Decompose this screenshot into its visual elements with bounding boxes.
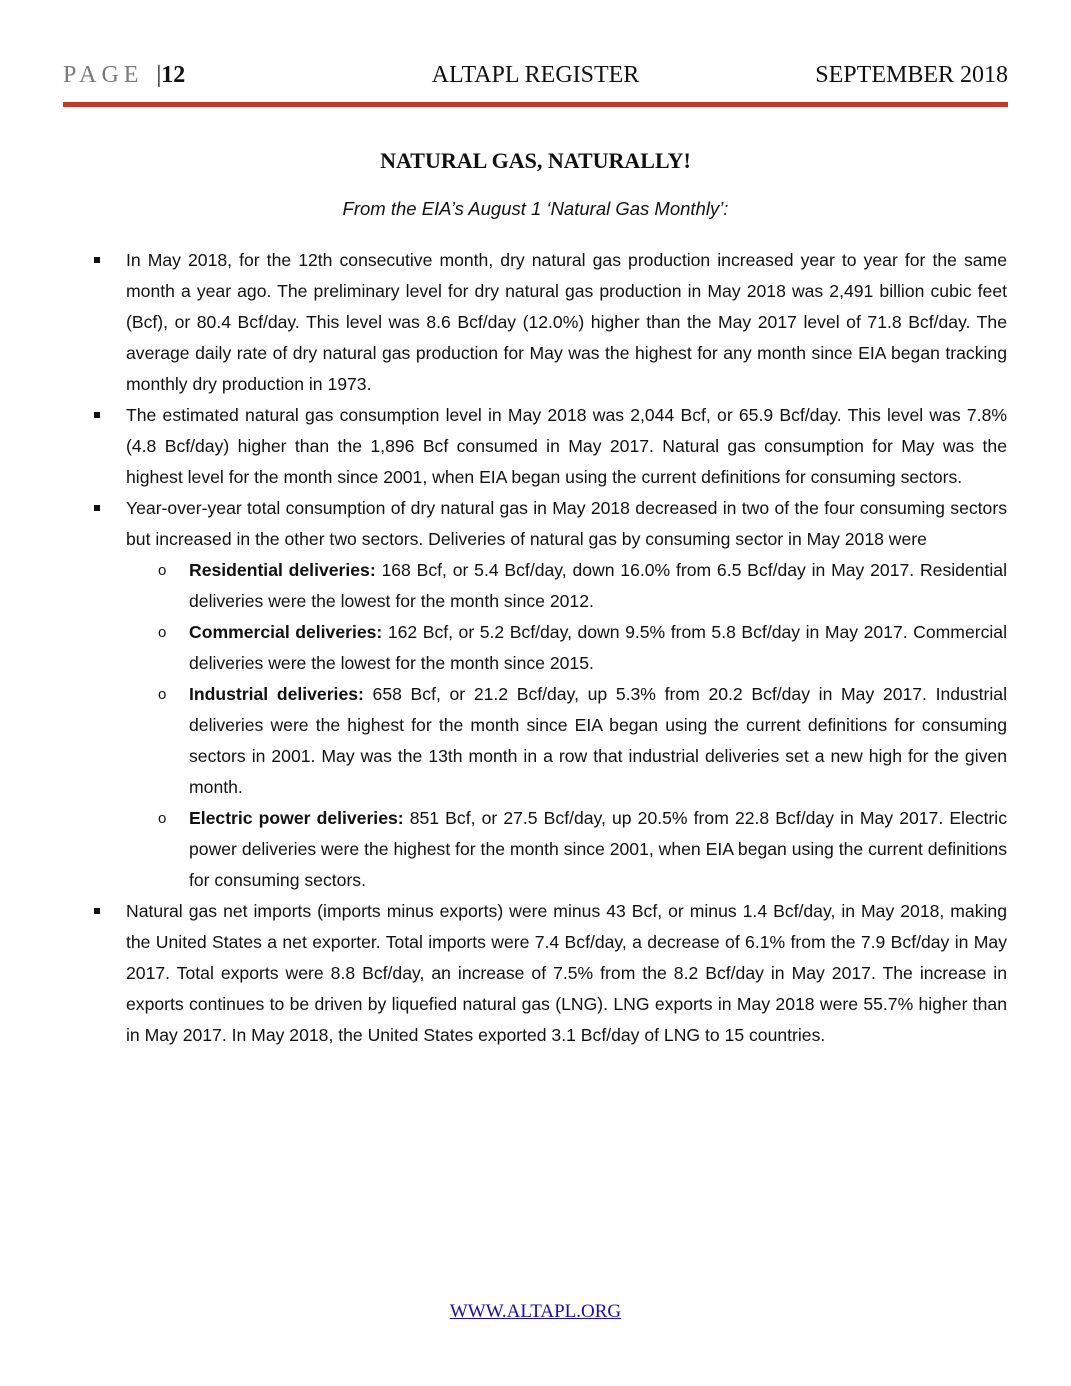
square-bullet-icon (94, 908, 100, 914)
sector-text: 851 Bcf, or 27.5 Bcf/day, up 20.5% from 22.8 Bcf/day in May 2017. Electric power deliveries were the highest for the month since 2001, when EIA began using the current definitions for consuming sectors. (189, 808, 1007, 890)
article-body (126, 245, 1007, 1051)
sector-item-residential (158, 555, 1007, 617)
bullet-text: Natural gas net imports (imports minus exports) were minus 43 Bcf, or minus 1.4 Bcf/day, in May 2018, making the United States a net exporter. Total imports were 7.4 Bcf/day, a decrease of 6.1% from the 7.9 Bcf/day in May 2017. Total exports were 8.8 Bcf/day, an increase of 7.5% from the 8.2 Bcf/day in May 2017. The increase in exports continues to be driven by liquefied natural gas (LNG). LNG exports in May 2018 were 55.7% higher than in May 2017. In May 2018, the United States exported 3.1 Bcf/day of LNG to 15 countries. (126, 901, 1007, 1045)
sector-label: Commercial deliveries: (189, 622, 383, 642)
circle-bullet-icon: o (158, 624, 167, 641)
page-number: 12 (161, 62, 186, 88)
sector-text: 658 Bcf, or 21.2 Bcf/day, up 5.3% from 20.2 Bcf/day in May 2017. Industrial deliveries were the highest for the month since EIA began using the current definitions for consuming sectors in 2001. May was the 13th month in a row that industrial deliveries set a new high for the given month. (189, 684, 1007, 797)
page-label-text: PAGE (63, 62, 144, 88)
bullet-item (126, 245, 1007, 400)
bullet-item (126, 400, 1007, 493)
sector-text: 162 Bcf, or 5.2 Bcf/day, down 9.5% from 5.8 Bcf/day in May 2017. Commercial deliveries were the lowest for the month since 2015. (189, 622, 1007, 673)
sector-text: 168 Bcf, or 5.4 Bcf/day, down 16.0% from 6.5 Bcf/day in May 2017. Residential deliveries were the lowest for the month since 2012. (189, 560, 1007, 611)
square-bullet-icon (94, 412, 100, 418)
square-bullet-icon (94, 505, 100, 511)
issue-date: SEPTEMBER 2018 (815, 62, 1008, 88)
website-link[interactable]: WWW.ALTAPL.ORG (449, 1301, 622, 1322)
sector-label: Industrial deliveries: (189, 684, 364, 704)
sector-list (158, 555, 1007, 896)
page-header (63, 62, 1008, 94)
page-footer (63, 1301, 1008, 1323)
square-bullet-icon (94, 257, 100, 263)
page-separator: | (156, 62, 162, 88)
sector-label: Electric power deliveries: (189, 808, 404, 828)
header-rule (63, 102, 1008, 107)
bullet-text: Year-over-year total consumption of dry natural gas in May 2018 decreased in two of the four consuming sectors but increased in the other two sectors. Deliveries of natural gas by consuming sector in May 2018 were (126, 498, 1007, 549)
sector-label: Residential deliveries: (189, 560, 376, 580)
bullet-text: The estimated natural gas consumption level in May 2018 was 2,044 Bcf, or 65.9 Bcf/day. This level was 7.8% (4.8 Bcf/day) higher than the 1,896 Bcf consumed in May 2017. Natural gas consumption for May was the highest level for the month since 2001, when EIA began using the current definitions for consuming sectors. (126, 405, 1007, 487)
circle-bullet-icon: o (158, 686, 167, 703)
sector-item-industrial (158, 679, 1007, 803)
circle-bullet-icon: o (158, 562, 167, 579)
bullet-text: In May 2018, for the 12th consecutive month, dry natural gas production increased year to year for the same month a year ago. The preliminary level for dry natural gas production in May 2018 was 2,491 billion cubic feet (Bcf), or 80.4 Bcf/day. This level was 8.6 Bcf/day (12.0%) higher than the May 2017 level of 71.8 Bcf/day. The average daily rate of dry natural gas production for May was the highest for any month since EIA began tracking monthly dry production in 1973. (126, 250, 1007, 394)
sector-item-commercial (158, 617, 1007, 679)
bullet-item (126, 493, 1007, 555)
bullet-item (126, 896, 1007, 1051)
circle-bullet-icon: o (158, 810, 167, 827)
article-subtitle: From the EIA’s August 1 ‘Natural Gas Monthly’: (342, 198, 729, 219)
publication-name: ALTAPL REGISTER (431, 62, 640, 88)
sector-item-electric-power (158, 803, 1007, 896)
article-title: NATURAL GAS, NATURALLY! (380, 148, 691, 173)
